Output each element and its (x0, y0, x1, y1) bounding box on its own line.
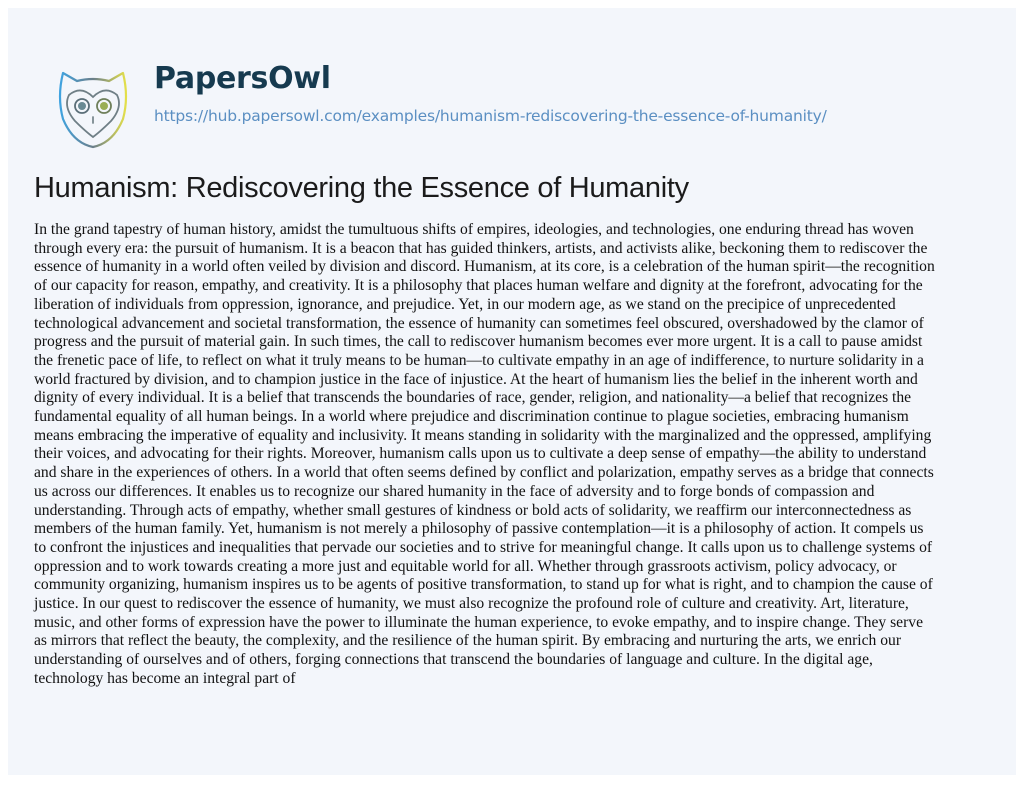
body-line: understanding. Through acts of empathy, whether small gestures of kindness or bold acts of solidarity, we reaffirm our interconnectedness as (34, 501, 912, 519)
body-line: the frenetic pace of life, to reflect on what it truly means to be human—to cultivate empathy in an age of indifference, to nurture solidarity in a (34, 351, 924, 369)
body-line: music, and other forms of expression have the power to illuminate the human experience, to evoke empathy, and to inspire change. They serve (34, 613, 923, 631)
body-line: liberation of individuals from oppression, ignorance, and prejudice. Yet, in our modern age, as we stand on the precipice of unprecedented (34, 295, 896, 313)
body-line: In the grand tapestry of human history, amidst the tumultuous shifts of empires, ideologies, and technologies, one enduring thread has woven (34, 221, 914, 238)
body-line: their voices, and advocating for their rights. Moreover, humanism calls upon us to cultivate a deep sense of empathy—the ability to understand (34, 445, 927, 463)
body-line: of our capacity for reason, empathy, and creativity. It is a philosophy that places human welfare and dignity at the forefront, advocating for the (34, 277, 923, 295)
body-line: world fractured by division, and to champion justice in the face of injustice. At the heart of humanism lies the belief in the inherent worth and (34, 370, 918, 388)
body-line: means embracing the imperative of equality and inclusivity. It means standing in solidarity with the marginalized and the oppressed, amplifying (34, 426, 932, 444)
body-line: oppression and to work towards creating a more just and equitable world for all. Whether through grassroots activism, policy advocacy, or (34, 557, 897, 575)
body-line: dignity of every individual. It is a belief that transcends the boundaries of race, gender, religion, and nationality—a belief that recognizes the (34, 389, 912, 407)
body-line: members of the human family. Yet, humanism is not merely a philosophy of passive contemplation—it is a philosophy of action. It compels us (34, 520, 924, 538)
body-line: progress and the pursuit of material gain. In such times, the call to rediscover humanism becomes ever more urgent. It is a call to pause amidst (34, 333, 923, 351)
body-line: justice. In our quest to rediscover the essence of humanity, we must also recognize the profound role of culture and creativity. Art, literature, (34, 595, 909, 613)
body-line: and share in the experiences of others. In a world that often seems defined by conflict and polarization, empathy serves as a bridge that connects (34, 464, 934, 482)
site-header (8, 8, 1016, 158)
source-url-link[interactable]: https://hub.papersowl.com/examples/humanism-rediscovering-the-essence-of-humanity/ (154, 107, 827, 125)
body-line: us across our differences. It enables us to recognize our shared humanity in the face of adversity and to forge bonds of compassion and (34, 482, 875, 500)
brand-name[interactable]: PapersOwl (154, 61, 331, 96)
body-line: as mirrors that reflect the beauty, the complexity, and the resilience of the human spirit. By embracing and nurturing the arts, we enrich our (34, 632, 902, 650)
body-line: technology has become an integral part of (34, 669, 296, 687)
body-line: to confront the injustices and inequalities that pervade our societies and to strive for meaningful change. It calls upon us to challenge systems of (34, 538, 933, 556)
body-line: technological advancement and societal transformation, the essence of humanity can sometimes feel obscured, overshadowed by the clamor of (34, 314, 924, 332)
body-line: understanding of ourselves and of others, forging connections that transcend the boundaries of language and culture. In the digital age, (34, 651, 873, 669)
body-line: fundamental equality of all human beings. In a world where prejudice and discrimination continue to plague societies, embracing humanism (34, 408, 909, 426)
page-card (8, 8, 1016, 775)
body-line: community organizing, humanism inspires us to be agents of positive transformation, to stand up for what is right, and to champion the cause of (34, 576, 933, 594)
body-line: through every era: the pursuit of humanism. It is a beacon that has guided thinkers, artists, and activists alike, beckoning them to rediscover the (34, 239, 928, 257)
body-line: essence of humanity in a world often veiled by division and discord. Humanism, at its core, is a celebration of the human spirit—the recognition (34, 258, 935, 276)
article-title: Humanism: Rediscovering the Essence of Humanity (34, 172, 689, 204)
article-body (34, 221, 1010, 689)
owl-logo-icon[interactable] (51, 67, 135, 151)
